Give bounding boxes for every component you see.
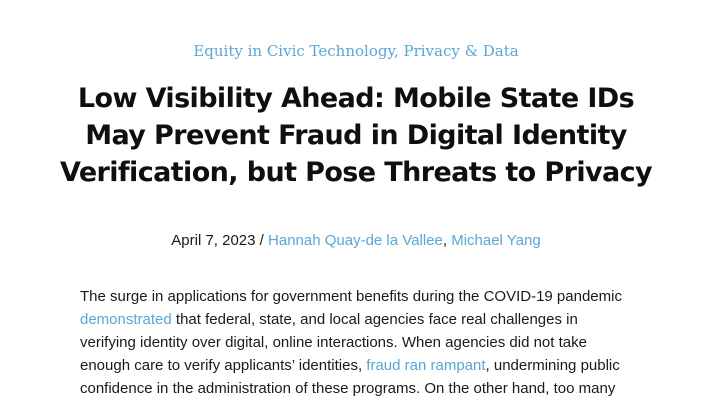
headline-line: Low Visibility Ahead: Mobile State IDs (77, 83, 635, 114)
headline-line: May Prevent Fraud in Digital Identity (85, 120, 627, 151)
body-line (80, 308, 640, 331)
body-line (80, 331, 640, 354)
body-line (80, 285, 640, 308)
author-separator: , (442, 232, 452, 249)
body-text-segment: The surge in applications for government benefits during the COVID-19 pandemic (80, 288, 622, 305)
publish-date: April 7, 2023 (171, 232, 256, 249)
body-line (80, 377, 640, 400)
inline-link-fraud-ran-rampant[interactable]: fraud ran rampant (366, 357, 486, 374)
body-text-segment: that federal, state, and local agencies face real challenges in (171, 311, 578, 328)
article-byline (0, 231, 712, 251)
headline-line: Verification, but Pose Threats to Privacy (60, 157, 652, 188)
body-text-segment: enough care to verify applicants’ identities, (80, 357, 367, 374)
category-link-equity-civic-tech[interactable]: Equity in Civic Technology (193, 42, 394, 60)
category-link-privacy-data[interactable]: Privacy & Data (403, 42, 519, 60)
date-separator: / (255, 232, 269, 249)
body-text-segment: confidence in the administration of these programs. On the other hand, too many (80, 380, 616, 397)
body-line (80, 354, 640, 377)
article-headline (40, 80, 672, 191)
author-link-hannah-quay-de-la-vallee[interactable]: Hannah Quay-de la Vallee (268, 232, 443, 249)
author-link-michael-yang[interactable]: Michael Yang (451, 232, 541, 249)
body-text-segment: verifying identity over digital, online interactions. When agencies did not take (80, 334, 587, 351)
inline-link-demonstrated[interactable]: demonstrated (80, 311, 172, 328)
article-body-paragraph (80, 285, 640, 400)
category-separator: , (393, 42, 404, 60)
body-text-segment: , undermining public (485, 357, 620, 374)
category-links (0, 41, 712, 61)
